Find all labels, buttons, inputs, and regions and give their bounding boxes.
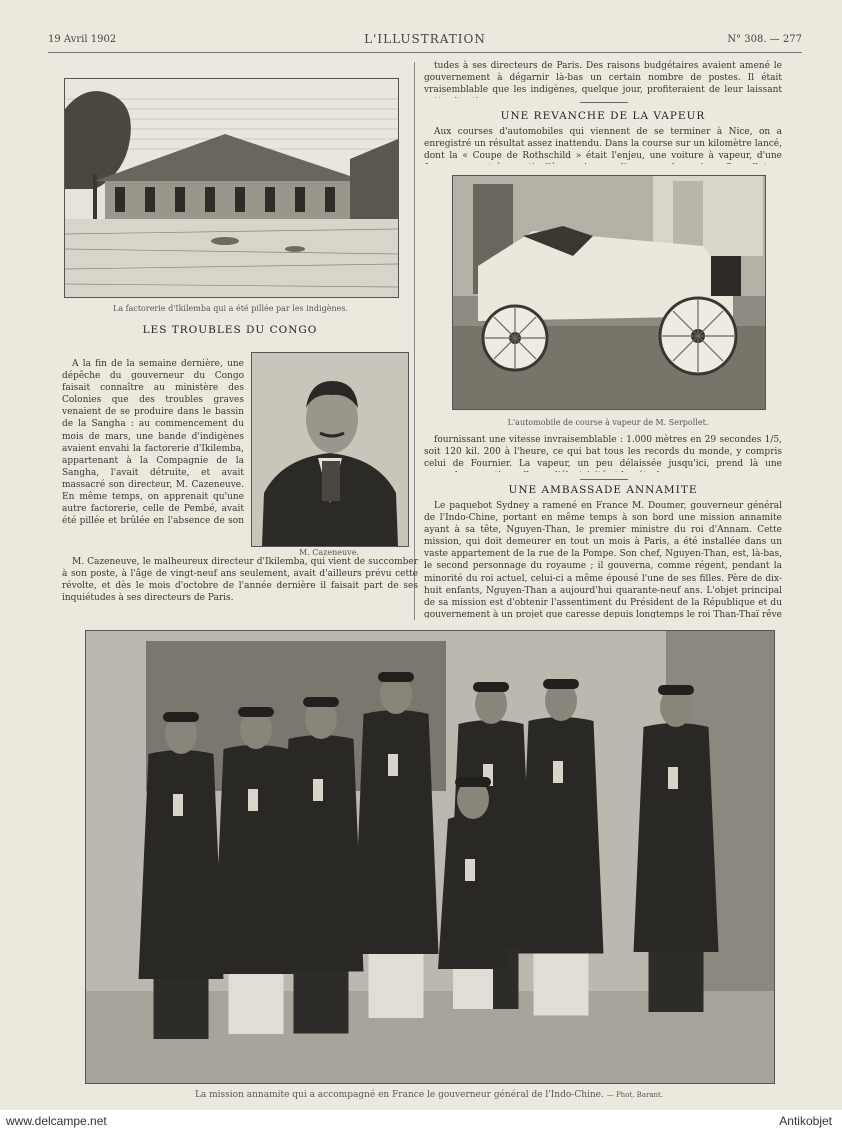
steam-car-illustration [453,176,765,409]
page-header [48,32,802,50]
header-rule [48,52,802,53]
congo-paragraph-1: A la fin de la semaine dernière, une dépêche du gouverneur du Congo faisait connaître au ministère des Colonies que des troubles graves venaient de se produire dans le bassin de la Sangha : au commencement du mois de mars, une bande d'indigènes avaient envahi la factorerie d'Ikilemba, appartenant à la Compagnie de la Sangha, l'avait détruite, et avait massacré son directeur, M. Cazeneuve. En même temps, on apprenait qu'une autre factorerie, celle de Pembé, avait été pillée et brûlée en l'absence de son [62,359,244,526]
congo-heading: LES TROUBLES DU CONGO [142,324,318,336]
annamite-paragraph: Le paquebot Sydney a ramené en France M. Doumer, gouverneur général de l'Indo-Chine, portant en même temps à son bord une mission annamite ayant à sa tête, Nguyen-Than, le premier ministre du roi d'Annam. Cette mission, qui doit demeurer en tout un mois à Paris, a été installée dans un vaste appartement de la rue de la Pompe. Son chef, Nguyen-Than, est, là-bas, le second personnage du royaume ; il gouverna, comme régent, pendant la minorité du roi actuel, celui-ci a même épousé l'une de ses filles. Père de dix-huit enfants, Nguyen-Than a aujourd'hui quarante-neuf ans. L'objet principal de sa mission est d'obtenir l'assentiment du Président de la République et du gouvernement à un projet que caresse depuis longtemps le roi Than-Thaï rêve [424,501,782,618]
cazeneuve-portrait [251,352,409,547]
mission-caption-text: La mission annamite qui a accompagné en France le gouverneur général de l'Indo-Chine. [194,1090,604,1100]
footer-right-brand: Antikobjet [779,1114,832,1128]
right-top-text [424,60,782,98]
congo-article-text [62,358,244,526]
divider-rule-1 [580,102,628,103]
photo-credit: — Phot. Barant. [606,1091,664,1099]
car-caption: L'automobile de course à vapeur de M. Serpollet. [507,418,709,427]
column-divider [414,62,415,620]
factorerie-engraving [64,78,399,298]
serpollet-car-photo [452,175,766,410]
mission-group-image [86,631,774,1083]
vapeur-paragraph: Aux courses d'automobiles qui viennent de se terminer à Nice, on a enregistré un résultat assez inattendu. Dans la course sur un kilomètre lancé, dont la « Coupe de Rothschild » était l'enjeu, une voiture à vapeur, d'une [424,127,782,162]
header-page-number: N° 308. — 277 [727,34,802,45]
factorerie-caption: La factorerie d'Ikilemba qui a été pillée par les indigènes. [113,304,348,313]
vapeur-continued [424,434,782,472]
footer-left-link[interactable]: www.delcampe.net [6,1114,107,1128]
vapeur-heading: UNE REVANCHE DE LA VAPEUR [500,110,706,122]
annamite-heading: UNE AMBASSADE ANNAMITE [508,484,698,496]
header-title: L'ILLUSTRATION [364,32,486,46]
congo-paragraph-2: M. Cazeneuve, le malheureux directeur d'Ikilemba, qui vient de succomber à son poste, à l'âge de vingt-neuf ans seulement, avait d'ailleurs prévu cette révolte, et dès le mois d'octobre de l'année dernière il faisait part de ses inquiétudes à ses directeurs de Paris. [62,557,418,604]
mission-caption [85,1090,773,1100]
congo-article-text-wide [62,556,418,618]
portrait-caption: M. Cazeneuve. [299,548,359,557]
annamite-text [424,500,782,618]
factorerie-illustration [65,79,398,297]
vapeur-text [424,126,782,164]
header-date: 19 Avril 1902 [48,34,117,45]
watermark-footer [0,1110,842,1131]
right-top-paragraph: tudes à ses directeurs de Paris. Des raisons budgétaires avaient amené le gouvernement à dégarnir là-bas un certain nombre de postes. Il était vraisemblable que les indigènes, quelque jour, profiteraient de leur laissant [424,61,782,96]
annamite-mission-photo [85,630,775,1084]
vapeur-continued-paragraph: fournissant une vitesse invraisemblable : 1.000 mètres en 29 secondes 1/5, soit 120 kil. 200 à l'heure, ce qui bat tous les records du monde, y compris celui de Fournier. La vapeur, un peu délaissée jusqu'ici, prend là une [424,435,782,470]
divider-rule-2 [580,479,628,480]
portrait-image [252,353,408,546]
